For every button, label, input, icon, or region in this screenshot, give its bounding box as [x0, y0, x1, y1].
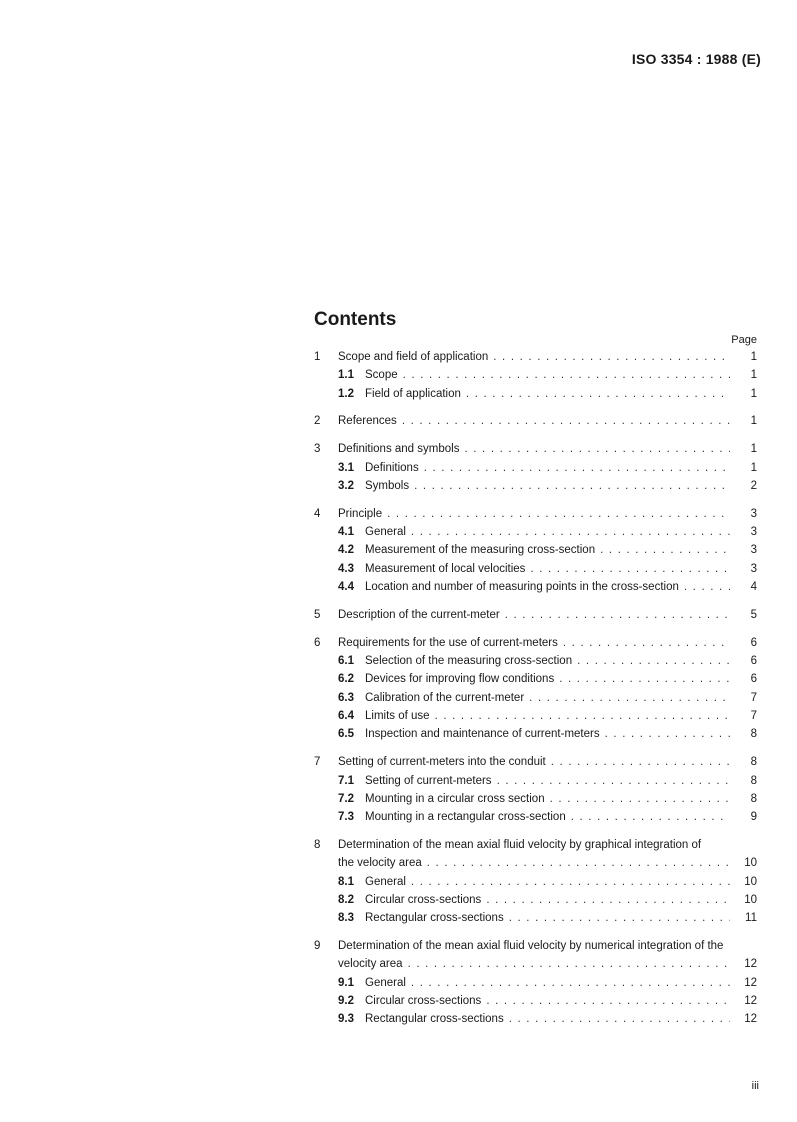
dot-leader — [571, 808, 730, 826]
toc-subentry[interactable] — [314, 652, 757, 670]
dot-leader — [466, 385, 730, 403]
entry-title: Circular cross-sections — [365, 893, 482, 906]
entry-number: 6.2 — [338, 673, 354, 686]
entry-title: Calibration of the current-meter — [365, 691, 525, 704]
entry-title: Symbols — [365, 479, 410, 492]
toc-subentry[interactable] — [314, 523, 757, 541]
toc-entry[interactable] — [314, 753, 757, 771]
entry-number: 9.3 — [338, 1013, 354, 1026]
toc-entry[interactable] — [314, 505, 757, 523]
entry-title: Description of the current-meter — [338, 608, 500, 621]
entry-number: 4 — [314, 507, 321, 520]
entry-title: General — [365, 526, 406, 539]
entry-number: 8.1 — [338, 875, 354, 888]
dot-leader — [408, 955, 730, 973]
dot-leader — [427, 854, 730, 872]
entry-number: 1 — [314, 351, 321, 363]
toc-subentry[interactable] — [314, 992, 757, 1010]
entry-page: 11 — [745, 912, 757, 925]
entry-title: Circular cross-sections — [365, 994, 482, 1007]
entry-page: 1 — [750, 387, 757, 400]
entry-number: 7.2 — [338, 792, 354, 805]
dot-leader — [411, 873, 730, 891]
dot-leader — [530, 560, 730, 578]
entry-page: 12 — [744, 1013, 757, 1026]
toc-subentry[interactable] — [314, 560, 757, 578]
contents-heading: Contents — [314, 309, 397, 330]
dot-leader — [387, 505, 730, 523]
toc-entry[interactable] — [314, 854, 757, 872]
toc-subentry[interactable] — [314, 385, 757, 403]
entry-number: 3.2 — [338, 479, 354, 492]
toc-subentry[interactable] — [314, 1010, 757, 1028]
entry-page: 9 — [750, 811, 757, 824]
entry-title: General — [365, 976, 406, 989]
entry-page: 6 — [750, 636, 757, 649]
toc-subentry[interactable] — [314, 725, 757, 743]
entry-title: Field of application — [365, 387, 461, 400]
toc-section — [314, 505, 757, 596]
entry-number: 8.3 — [338, 912, 354, 925]
entry-title: Inspection and maintenance of current-meters — [365, 728, 600, 741]
entry-number: 9 — [314, 940, 321, 953]
toc-entry[interactable] — [314, 412, 757, 430]
toc-section — [314, 412, 757, 430]
entry-number: 8.2 — [338, 893, 354, 906]
entry-page: 8 — [750, 774, 757, 787]
entry-number: 6 — [314, 636, 321, 649]
entry-title: Limits of use — [365, 710, 430, 723]
entry-page: 6 — [750, 673, 757, 686]
toc-section — [314, 937, 757, 1028]
page-column-label: Page — [731, 334, 757, 346]
entry-title: Rectangular cross-sections — [365, 912, 504, 925]
toc-entry[interactable] — [314, 606, 757, 624]
entry-title: velocity area — [338, 958, 403, 971]
entry-title: Definitions — [365, 461, 419, 474]
entry-number: 4.1 — [338, 526, 354, 539]
toc-section — [314, 836, 757, 927]
toc-section — [314, 634, 757, 744]
toc-subentry[interactable] — [314, 541, 757, 559]
entry-page: 8 — [750, 728, 757, 741]
entry-number: 4.2 — [338, 544, 354, 557]
entry-page: 1 — [750, 443, 757, 456]
dot-leader — [493, 348, 730, 366]
dot-leader — [424, 459, 730, 477]
toc-subentry[interactable] — [314, 670, 757, 688]
toc-section — [314, 753, 757, 826]
dot-leader — [497, 772, 730, 790]
entry-number: 4.4 — [338, 581, 354, 594]
entry-page: 1 — [750, 369, 757, 382]
entry-number: 6.4 — [338, 710, 354, 723]
entry-page: 5 — [750, 608, 757, 621]
dot-leader — [486, 992, 730, 1010]
toc-entry-line1[interactable] — [314, 836, 757, 854]
entry-title-line1: Determination of the mean axial fluid velocity by graphical integration of — [338, 838, 702, 851]
entry-page: 3 — [750, 526, 757, 539]
table-of-contents — [314, 348, 757, 1038]
dot-leader — [402, 412, 730, 430]
toc-subentry[interactable] — [314, 578, 757, 596]
entry-page: 1 — [750, 351, 757, 363]
toc-entry[interactable] — [314, 348, 757, 366]
toc-subentry[interactable] — [314, 689, 757, 707]
entry-number: 6.1 — [338, 655, 354, 668]
dot-leader — [605, 725, 730, 743]
entry-number: 1.2 — [338, 387, 354, 400]
toc-subentry[interactable] — [314, 477, 757, 495]
entry-number: 9.2 — [338, 994, 354, 1007]
entry-title: Rectangular cross-sections — [365, 1013, 504, 1026]
toc-subentry[interactable] — [314, 790, 757, 808]
entry-title: Requirements for the use of current-meters — [338, 636, 558, 649]
dot-leader — [550, 790, 730, 808]
dot-leader — [486, 891, 730, 909]
toc-entry[interactable] — [314, 634, 757, 652]
entry-number: 3.1 — [338, 461, 354, 474]
toc-entry[interactable] — [314, 955, 757, 973]
entry-page: 12 — [744, 976, 757, 989]
dot-leader — [403, 366, 730, 384]
toc-entry-line1[interactable] — [314, 937, 757, 955]
entry-page: 12 — [744, 958, 757, 971]
document-id: ISO 3354 : 1988 (E) — [631, 51, 761, 67]
toc-subentry[interactable] — [314, 808, 757, 826]
toc-subentry[interactable] — [314, 366, 757, 384]
entry-page: 4 — [750, 581, 757, 594]
toc-section — [314, 348, 757, 403]
toc-section — [314, 440, 757, 495]
toc-subentry[interactable] — [314, 707, 757, 725]
toc-entry[interactable] — [314, 440, 757, 458]
entry-page: 6 — [750, 655, 757, 668]
dot-leader — [684, 578, 730, 596]
toc-section — [314, 606, 757, 624]
entry-number: 1.1 — [338, 369, 354, 382]
dot-leader — [559, 670, 730, 688]
entry-number: 3 — [314, 443, 321, 456]
entry-title: the velocity area — [338, 857, 422, 870]
entry-title: Principle — [338, 507, 383, 520]
dot-leader — [505, 606, 730, 624]
entry-number: 2 — [314, 415, 321, 428]
toc-subentry[interactable] — [314, 873, 757, 891]
entry-number: 7.1 — [338, 774, 354, 787]
entry-page: 10 — [744, 893, 757, 906]
dot-leader — [464, 440, 730, 458]
entry-title: Scope and field of application — [338, 351, 489, 363]
entry-number: 4.3 — [338, 562, 354, 575]
toc-subentry[interactable] — [314, 772, 757, 790]
toc-subentry[interactable] — [314, 891, 757, 909]
dot-leader — [509, 1010, 730, 1028]
entry-page: 3 — [750, 562, 757, 575]
entry-title: Mounting in a rectangular cross-section — [365, 811, 566, 824]
entry-title: Measurement of the measuring cross-section — [365, 544, 596, 557]
entry-title-line1: Determination of the mean axial fluid velocity by numerical integration of the — [338, 940, 724, 953]
entry-number: 5 — [314, 608, 321, 621]
entry-title: References — [338, 415, 397, 428]
entry-title: Definitions and symbols — [338, 443, 460, 456]
entry-number: 7.3 — [338, 811, 354, 824]
entry-page: 8 — [750, 792, 757, 805]
page-number: iii — [751, 1080, 759, 1092]
entry-page: 3 — [750, 507, 757, 520]
dot-leader — [600, 541, 730, 559]
entry-page: 8 — [750, 756, 757, 769]
entry-title: Location and number of measuring points in the cross-section — [365, 581, 679, 594]
entry-title: Setting of current-meters — [365, 774, 492, 787]
entry-page: 12 — [744, 994, 757, 1007]
entry-page: 7 — [750, 710, 757, 723]
entry-title: Mounting in a circular cross section — [365, 792, 545, 805]
entry-number: 9.1 — [338, 976, 354, 989]
entry-title: Setting of current-meters into the conduit — [338, 756, 546, 769]
entry-page: 10 — [744, 875, 757, 888]
toc-subentry[interactable] — [314, 459, 757, 477]
dot-leader — [529, 689, 730, 707]
dot-leader — [411, 974, 730, 992]
entry-page: 7 — [750, 691, 757, 704]
entry-number: 6.5 — [338, 728, 354, 741]
entry-title: Selection of the measuring cross-section — [365, 655, 573, 668]
entry-number: 8 — [314, 838, 321, 851]
entry-title: Scope — [365, 369, 398, 382]
entry-number: 7 — [314, 756, 321, 769]
dot-leader — [509, 909, 730, 927]
entry-title: Measurement of local velocities — [365, 562, 526, 575]
dot-leader — [563, 634, 730, 652]
entry-page: 3 — [750, 544, 757, 557]
entry-number: 6.3 — [338, 691, 354, 704]
entry-page: 1 — [750, 415, 757, 428]
dot-leader — [551, 753, 730, 771]
dot-leader — [414, 477, 730, 495]
toc-subentry[interactable] — [314, 974, 757, 992]
toc-subentry[interactable] — [314, 909, 757, 927]
dot-leader — [411, 523, 730, 541]
entry-title: Devices for improving flow conditions — [365, 673, 555, 686]
dot-leader — [577, 652, 730, 670]
dot-leader — [435, 707, 730, 725]
entry-title: General — [365, 875, 406, 888]
entry-page: 2 — [750, 479, 757, 492]
entry-page: 1 — [750, 461, 757, 474]
entry-page: 10 — [744, 857, 757, 870]
